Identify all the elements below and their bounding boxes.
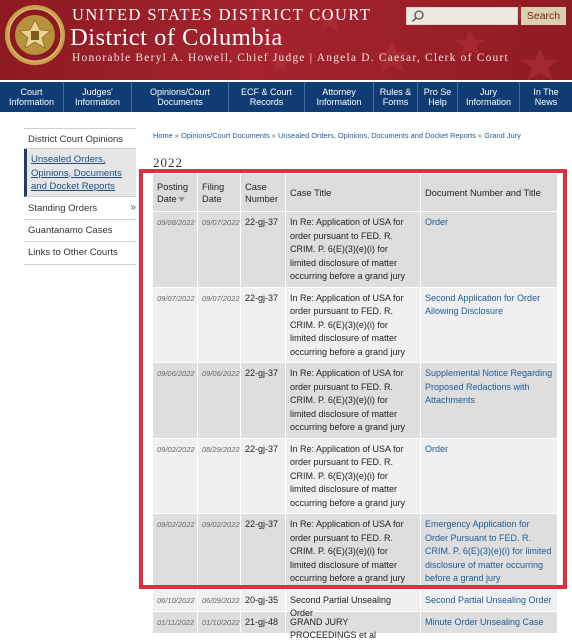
site-header: [0, 0, 572, 80]
document-link[interactable]: Emergency Application for Order Pursuant to FED. R. CRIM. P. 6(E)(3)(e)(i) for limited disclosure of matter occurring before a grand jury: [425, 519, 552, 583]
table-row: [153, 590, 557, 618]
case-title: GRAND JURY PROCEEDINGS et al: [286, 612, 421, 633]
search-icon: [411, 9, 425, 23]
column-header-filing-date[interactable]: Filing Date: [198, 174, 241, 211]
nav-label-line2: Information: [74, 97, 121, 107]
filing-date: 09/06/2022: [198, 363, 241, 438]
nav-label-line1: Rules &: [379, 87, 412, 97]
posting-date: 09/02/2022: [153, 514, 198, 589]
nav-ecf-court-records[interactable]: [229, 82, 305, 112]
nav-in-the-news[interactable]: [520, 82, 572, 112]
nav-label-line2: Documents: [157, 97, 203, 107]
nav-rules-forms[interactable]: [374, 82, 418, 112]
case-title: In Re: Application of USA for order pursuant to FED. R. CRIM. P. 6(E)(3)(e)(i) for limited disclosure of matter occurring before a grand jury: [286, 288, 421, 363]
case-number: 21-gj-48: [241, 612, 286, 633]
case-number: 22-gj-37: [241, 514, 286, 589]
breadcrumb-unsealed[interactable]: Unsealed Orders, Opinions, Documents and Docket Reports: [277, 131, 476, 140]
sort-arrow-icon: [178, 197, 185, 202]
search-button[interactable]: Search: [521, 7, 566, 25]
case-title: In Re: Application of USA for order pursuant to FED. R. CRIM. P. 6(E)(3)(e)(i) for limited disclosure of matter occurring before a grand jury: [286, 363, 421, 438]
table-row: [153, 439, 557, 515]
page-title: 2022: [153, 155, 183, 170]
document-link[interactable]: Second Partial Unsealing Order: [425, 594, 552, 605]
breadcrumb-home[interactable]: Home: [153, 131, 173, 140]
nav-court-information[interactable]: [0, 82, 64, 112]
sidebar-item-links-to-other-courts[interactable]: Links to Other Courts: [24, 242, 136, 265]
nav-label-line1: Pro Se: [423, 87, 452, 97]
breadcrumb: [153, 131, 521, 140]
filing-date: 09/07/2022: [198, 288, 241, 363]
table-row: [153, 212, 557, 288]
document-link[interactable]: Second Application for Order Allowing Disclosure: [425, 292, 541, 316]
case-title: In Re: Application of USA for order pursuant to FED. R. CRIM. P. 6(E)(3)(e)(i) for limited disclosure of matter occurring before a grand jury: [286, 439, 421, 514]
case-title: In Re: Application of USA for order pursuant to FED. R. CRIM. P. 6(E)(3)(e)(i) for limited disclosure of matter occurring before a grand jury: [286, 514, 421, 589]
case-title: Second Partial Unsealing Order: [286, 590, 421, 611]
nav-label-line1: ECF & Court: [240, 87, 292, 97]
nav-label-line2: News: [534, 97, 558, 107]
sidebar-item-district-court-opinions[interactable]: District Court Opinions: [24, 128, 136, 149]
nav-label-line2: Information: [8, 97, 55, 107]
posting-date: 09/06/2022: [153, 363, 198, 438]
documents-table: [153, 174, 557, 640]
case-number: 22-gj-37: [241, 363, 286, 438]
posting-date: 09/07/2022: [153, 288, 198, 363]
posting-date: 01/11/2022: [153, 612, 198, 633]
district-title[interactable]: District of Columbia: [70, 24, 283, 51]
nav-pro-se-help[interactable]: [418, 82, 458, 112]
case-number: 22-gj-37: [241, 288, 286, 363]
breadcrumb-opinions[interactable]: Opinions/Court Documents: [180, 131, 270, 140]
document-link[interactable]: Order: [425, 217, 449, 227]
main-nav: [0, 82, 572, 112]
filing-date: 01/10/2022: [198, 612, 241, 633]
breadcrumb-separator: »: [174, 131, 179, 140]
sidebar-item-standing-orders[interactable]: [24, 197, 136, 220]
filing-date: 06/09/2022: [198, 590, 241, 611]
nav-label-line1: Jury: [479, 87, 497, 97]
posting-date: 09/02/2022: [153, 439, 198, 514]
nav-label-line2: Information: [465, 97, 512, 107]
breadcrumb-separator: »: [478, 131, 483, 140]
sidebar: [24, 128, 136, 265]
document-link[interactable]: Minute Order Unsealing Case: [425, 616, 544, 627]
nav-judges-information[interactable]: [64, 82, 132, 112]
nav-label-line2: Help: [428, 97, 447, 107]
table-row: [153, 612, 557, 640]
column-header-case-title[interactable]: Case Title: [286, 174, 421, 211]
header-subtitle: Honorable Beryl A. Howell, Chief Judge | Angela D. Caesar, Clerk of Court: [72, 52, 509, 64]
column-header-case-number[interactable]: Case Number: [241, 174, 286, 211]
column-header-document[interactable]: Document Number and Title: [425, 187, 541, 198]
case-number: 22-gj-37: [241, 212, 286, 287]
document-link[interactable]: Order: [425, 443, 449, 454]
nav-label-line2: Records: [249, 97, 284, 107]
sidebar-item-unsealed-orders[interactable]: Unsealed Orders, Opinions, Documents and Docket Reports: [24, 149, 136, 197]
nav-label-line2: Forms: [382, 97, 409, 107]
nav-label-line1: Judges': [82, 87, 113, 97]
nav-jury-information[interactable]: [458, 82, 520, 112]
search-input[interactable]: [406, 7, 518, 25]
sidebar-item-label: Standing Orders: [28, 203, 98, 214]
column-header-posting-date[interactable]: [153, 174, 198, 211]
nav-label-line1: Attorney: [322, 87, 356, 97]
case-number: 20-gj-35: [241, 590, 286, 611]
case-title: In Re: Application of USA for order pursuant to FED. R. CRIM. P. 6(E)(3)(e)(i) for limited disclosure of matter occurring before a grand jury: [286, 212, 421, 287]
filing-date: 08/29/2022: [198, 439, 241, 514]
table-header: [153, 174, 557, 212]
column-header-label: Posting Date: [157, 181, 189, 204]
nav-attorney-information[interactable]: [305, 82, 374, 112]
nav-label-line2: Information: [316, 97, 362, 107]
breadcrumb-grand-jury[interactable]: Grand Jury: [484, 131, 521, 140]
nav-opinions-court-documents[interactable]: [132, 82, 229, 112]
posting-date: 06/10/2022: [153, 590, 198, 611]
court-name: UNITED STATES DISTRICT COURT: [72, 5, 372, 24]
table-row: [153, 514, 557, 590]
posting-date: 09/08/2022: [153, 212, 198, 287]
table-row: [153, 363, 557, 439]
nav-label-line1: Opinions/Court: [149, 87, 211, 97]
document-link[interactable]: Supplemental Notice Regarding Proposed Redactions with Attachments: [425, 368, 553, 405]
chevron-right-icon: »: [130, 202, 136, 213]
breadcrumb-separator: »: [271, 131, 276, 140]
case-number: 22-gj-37: [241, 439, 286, 514]
filing-date: 09/02/2022: [198, 514, 241, 589]
nav-label-line1: Court: [20, 87, 43, 97]
sidebar-item-guantanamo-cases[interactable]: Guantanamo Cases: [24, 220, 136, 242]
table-row: [153, 288, 557, 364]
filing-date: 09/07/2022: [198, 212, 241, 287]
court-seal-icon[interactable]: [4, 4, 66, 66]
nav-label-line1: In The: [533, 87, 559, 97]
